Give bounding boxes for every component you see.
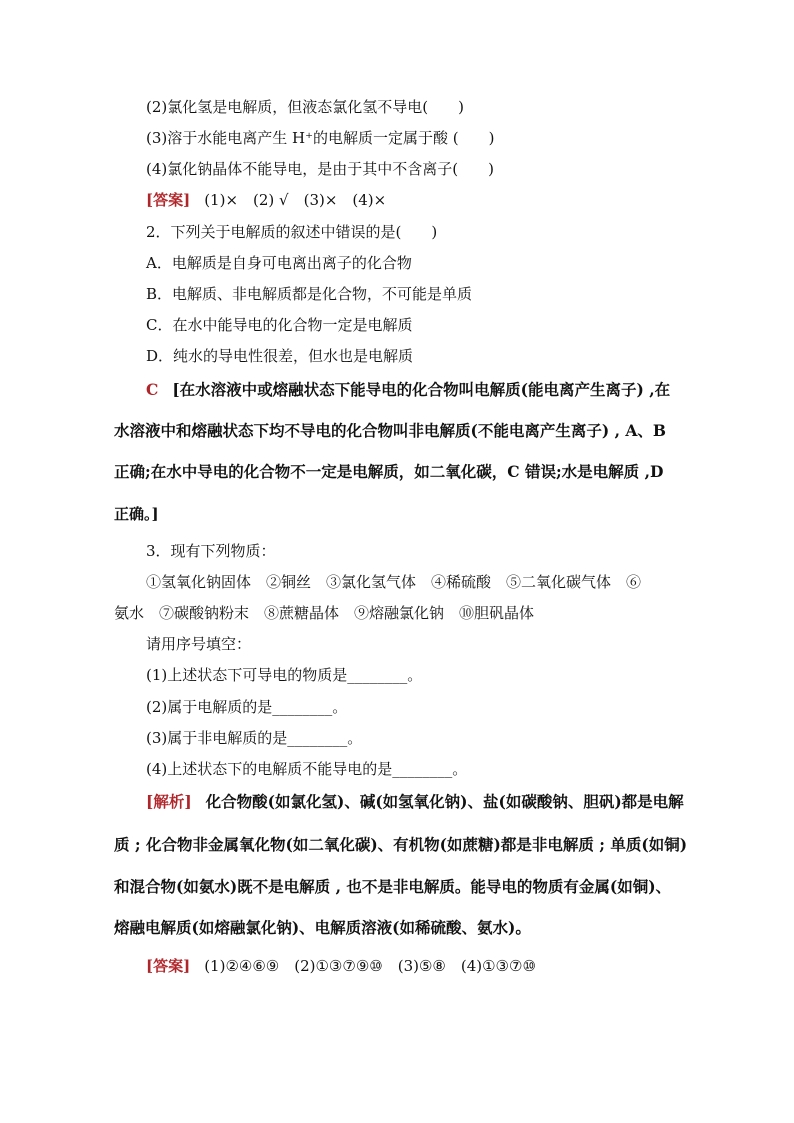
- q2-explanation-line-3: 正确;在水中导电的化合物不一定是电解质，如二氧化碳，C 错误;水是电解质 ,D: [114, 462, 664, 481]
- answer-letter: C: [146, 380, 159, 399]
- q2-explanation-line-2: 水溶液中和熔融状态下均不导电的化合物叫非电解质(不能电离产生离子) , A、B: [114, 421, 666, 440]
- q3-substances-line-2: 氨水 ⑦碳酸钠粉末 ⑧蔗糖晶体 ⑨熔融氯化钠 ⑩胆矾晶体: [114, 604, 535, 622]
- analysis-label: [解析]: [146, 792, 192, 811]
- q3-blank-4: (4)上述状态下的电解质不能导电的是________。: [146, 760, 468, 778]
- q2-explanation-line-1: C [在水溶液中或熔融状态下能导电的化合物叫电解质(能电离产生离子) ,在: [146, 380, 671, 399]
- q2-option-a: A．电解质是自身可电离出离子的化合物: [146, 254, 412, 272]
- q3-analysis-line-2: 质 ; 化合物非金属氧化物(如二氧化碳)、有机物(如蔗糖)都是非电解质 ; 单质(如铜): [114, 835, 688, 854]
- q3-analysis-line-1: [解析] 化合物酸(如氯化氢)、碱(如氢氧化钠)、盐(如碳酸钠、胆矾)都是电解: [146, 792, 684, 811]
- answer-text: (1)②④⑥⑨ (2)①③⑦⑨⑩ (3)⑤⑧ (4)①③⑦⑩: [204, 957, 536, 975]
- q3-analysis-line-3: 和混合物(如氨水)既不是电解质 , 也不是非电解质。能导电的物质有金属(如铜)、: [114, 877, 672, 896]
- q1-item-2: (2)氯化氢是电解质，但液态氯化氢不导电( ): [146, 98, 464, 116]
- q2-option-c: C．在水中能导电的化合物一定是电解质: [146, 316, 413, 334]
- answer-text: (1)× (2) √ (3)× (4)×: [204, 191, 387, 209]
- answer-label: [答案]: [146, 957, 191, 975]
- q3-analysis-line-4: 熔融电解质(如熔融氯化钠)、电解质溶液(如稀硫酸、氨水)。: [114, 918, 531, 937]
- q2-option-b: B．电解质、非电解质都是化合物，不可能是单质: [146, 285, 473, 303]
- q3-blank-2: (2)属于电解质的是________。: [146, 698, 348, 716]
- q2-option-d: D．纯水的导电性很差，但水也是电解质: [146, 347, 414, 365]
- q3-blank-1: (1)上述状态下可导电的物质是________。: [146, 666, 423, 684]
- q3-instruction: 请用序号填空：: [146, 635, 252, 653]
- q1-item-4: (4)氯化钠晶体不能导电，是由于其中不含离子( ): [146, 160, 494, 178]
- answer-label: [答案]: [146, 191, 191, 209]
- q3-substances-line-1: ①氢氧化钠固体 ②铜丝 ③氯化氢气体 ④稀硫酸 ⑤二氧化碳气体 ⑥: [146, 573, 642, 591]
- q2-explanation-line-4: 正确。]: [114, 505, 159, 523]
- q1-item-3: (3)溶于水能电离产生 H⁺的电解质一定属于酸 ( ): [146, 129, 495, 147]
- q2-stem: 2．下列关于电解质的叙述中错误的是( ): [146, 223, 438, 241]
- q3-stem: 3．现有下列物质：: [146, 542, 276, 560]
- q1-answer: [146, 190, 386, 210]
- q3-answer: [146, 956, 536, 976]
- q3-blank-3: (3)属于非电解质的是________。: [146, 729, 363, 747]
